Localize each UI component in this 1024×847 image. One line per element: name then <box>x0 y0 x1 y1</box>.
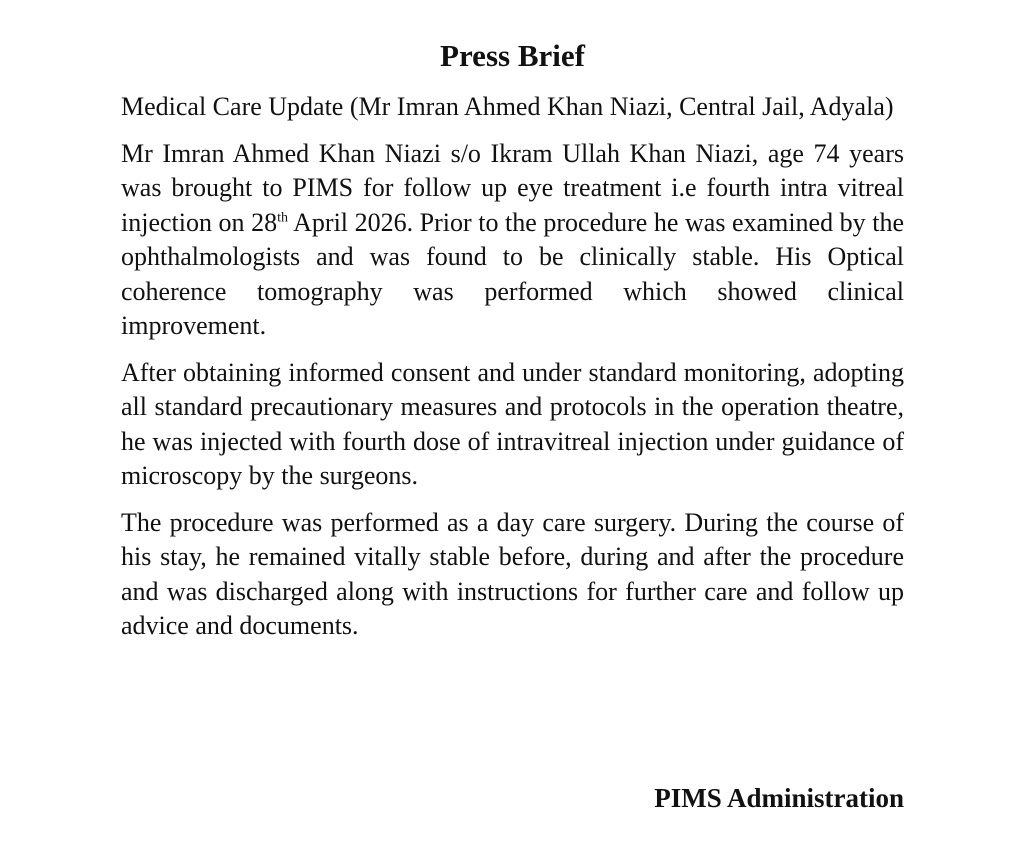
paragraph-procedure: After obtaining informed consent and under standard monitoring, adopting all standard precautionary measures and protocols in the operation theatre, he was injected with fourth dose of intravitreal injection under guidance of microscopy by the surgeons. <box>121 357 904 490</box>
subject-line: Medical Care Update (Mr Imran Ahmed Khan Niazi, Central Jail, Adyala) <box>121 92 894 121</box>
press-brief-document <box>121 36 904 813</box>
paragraph-1-text-after-date: April 2026. Prior to the procedure he was examined by the ophthalmologists and was found to be clinically stable. His Optical coherence tomography was performed which showed clinical improvement. <box>121 207 904 340</box>
document-title: Press Brief <box>440 38 585 73</box>
signature-block: PIMS Administration <box>654 783 904 813</box>
paragraph-discharge: The procedure was performed as a day care surgery. During the course of his stay, he remained vitally stable before, during and after the procedure and was discharged along with instructions for further care and follow up advice and documents. <box>121 507 904 640</box>
date-ordinal-suffix: th <box>277 209 289 225</box>
paragraph-patient-visit <box>121 137 904 344</box>
paragraph-1-text-before-date: Mr Imran Ahmed Khan Niazi s/o Ikram Ullah Khan Niazi, age 74 years was brought to PIMS for follow up eye treatment i.e fourth intra vitreal injection on 28 <box>121 138 904 237</box>
